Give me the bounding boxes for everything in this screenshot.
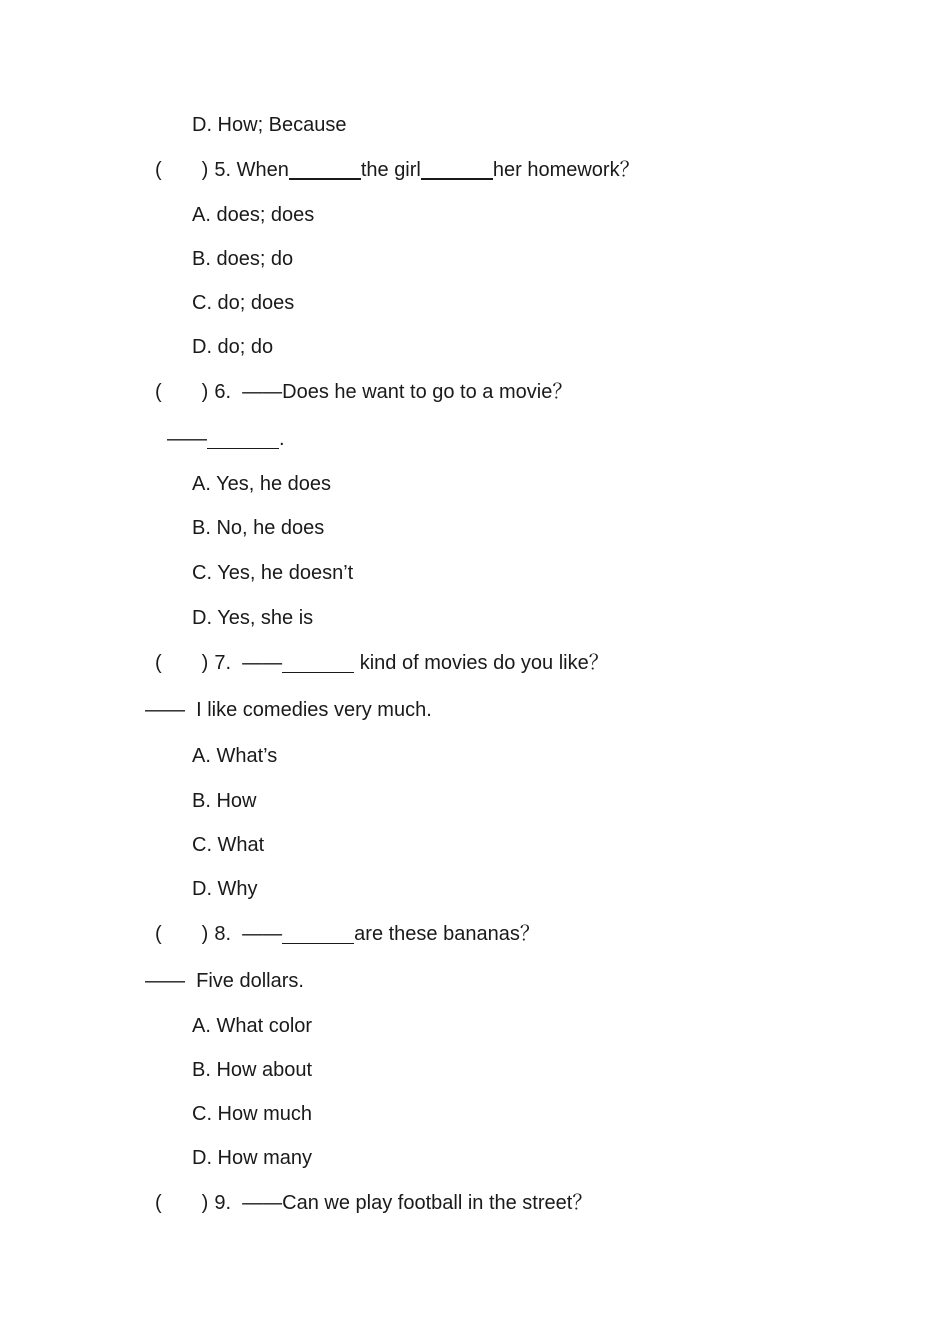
- answer-paren-open: (: [155, 923, 162, 945]
- q5-option-b: B. does; do: [192, 248, 294, 270]
- question-7-number: 7.: [214, 652, 232, 674]
- q8-option-c: C. How much: [192, 1103, 313, 1125]
- answer-paren-open: (: [155, 381, 162, 403]
- question-6-number: 6.: [214, 381, 232, 403]
- question-8: [155, 922, 540, 946]
- question-6-answer-line: [167, 427, 285, 451]
- answer-paren-close: ): [201, 1192, 209, 1214]
- blank: [282, 652, 354, 673]
- question-6-text: Does he want to go to a movie？: [282, 381, 573, 403]
- answer-paren-open: (: [155, 159, 162, 181]
- blank-1: [289, 158, 361, 180]
- blank: [282, 923, 354, 944]
- q8-option-a: A. What color: [192, 1015, 313, 1037]
- question-9-number: 9.: [214, 1192, 232, 1214]
- answer-period: .: [279, 428, 285, 450]
- q5-option-a: A. does; does: [192, 204, 315, 226]
- q6-option-b: B. No, he does: [192, 517, 325, 539]
- dialogue-dash: ——: [242, 381, 283, 403]
- q6-option-a: A. Yes, he does: [192, 473, 332, 495]
- answer-paren-close: ): [201, 159, 209, 181]
- dialogue-dash: ——: [145, 699, 185, 721]
- question-7: [155, 651, 609, 675]
- question-8-text: are these bananas？: [354, 923, 540, 945]
- answer-text: I like comedies very much.: [196, 699, 432, 721]
- q8-option-d: D. How many: [192, 1147, 313, 1169]
- q6-option-d: D. Yes, she is: [192, 607, 314, 629]
- q8-option-b: B. How about: [192, 1059, 313, 1081]
- dialogue-dash: ——: [242, 652, 283, 674]
- q6-option-c: C. Yes, he doesn’t: [192, 562, 354, 584]
- question-5-end: her homework？: [492, 159, 640, 181]
- question-8-number: 8.: [214, 923, 232, 945]
- question-5-start: 5. When: [214, 159, 289, 181]
- dialogue-dash: ——: [167, 428, 207, 450]
- q7-option-b: B. How: [192, 790, 257, 812]
- q7-option-c: C. What: [192, 834, 265, 856]
- q5-option-c: C. do; does: [192, 292, 295, 314]
- question-9: [155, 1191, 592, 1215]
- q5-option-d: D. do; do: [192, 336, 274, 358]
- dialogue-dash: ——: [145, 970, 185, 992]
- answer-paren-open: (: [155, 652, 162, 674]
- question-7-text: kind of movies do you like？: [354, 652, 609, 674]
- question-7-answer-line: [145, 698, 432, 722]
- blank-2: [421, 158, 493, 180]
- question-9-text: Can we play football in the street？: [282, 1192, 593, 1214]
- answer-paren-open: (: [155, 1192, 162, 1214]
- question-5: [155, 158, 640, 182]
- dialogue-dash: ——: [242, 923, 283, 945]
- dialogue-dash: ——: [242, 1192, 283, 1214]
- answer-text: Five dollars.: [196, 970, 304, 992]
- answer-paren-close: ): [201, 923, 209, 945]
- q4-option-d: D. How; Because: [192, 114, 347, 136]
- question-8-answer-line: [145, 969, 304, 993]
- question-6: [155, 380, 572, 404]
- question-5-mid: the girl: [360, 159, 421, 181]
- answer-paren-close: ): [201, 381, 209, 403]
- blank: [207, 428, 279, 449]
- q7-option-d: D. Why: [192, 878, 258, 900]
- answer-paren-close: ): [201, 652, 209, 674]
- q7-option-a: A. What’s: [192, 745, 278, 767]
